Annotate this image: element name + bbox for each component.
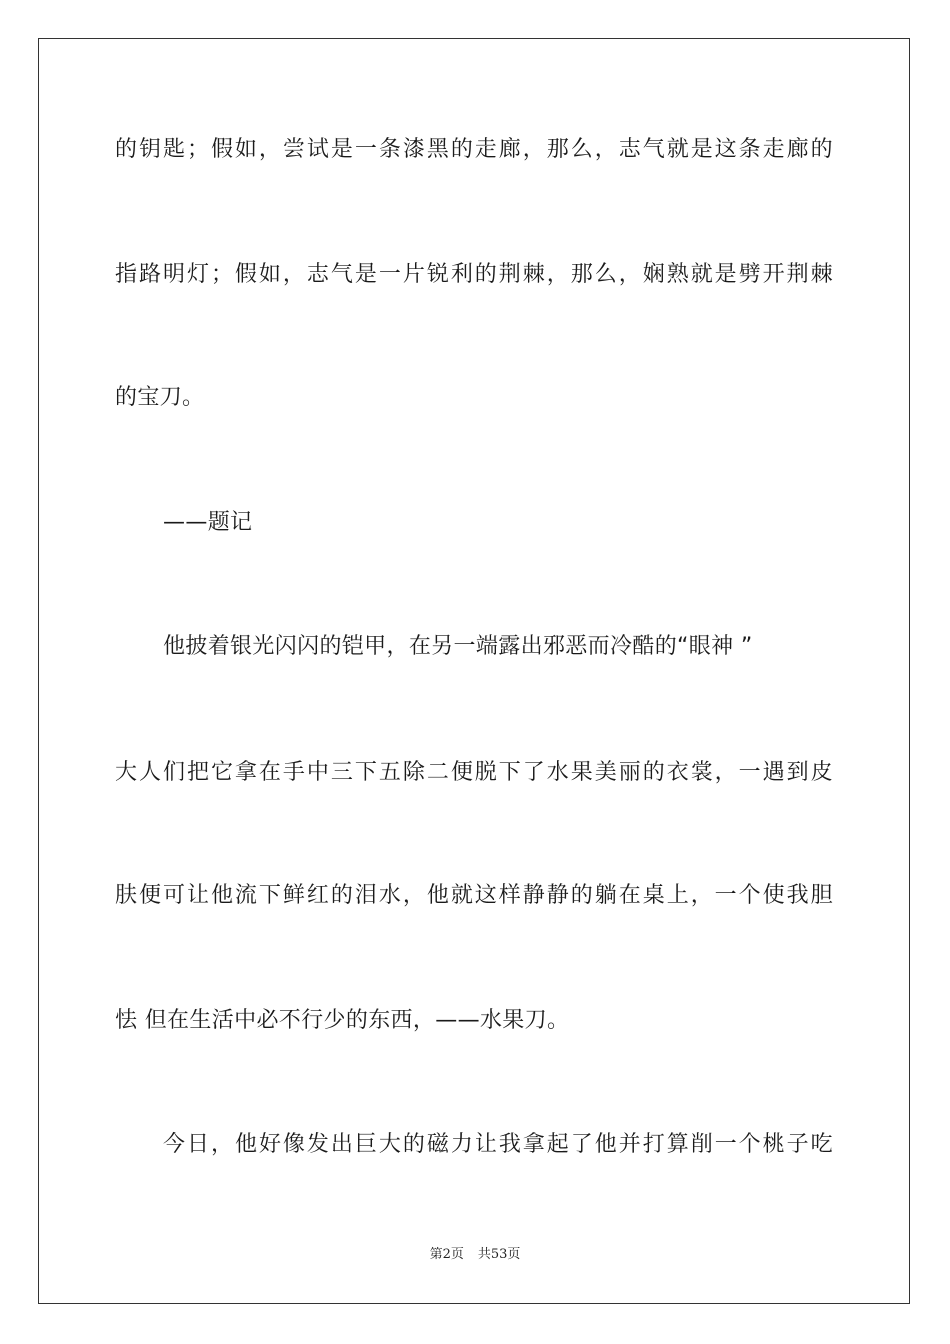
paragraph-line-3: 的宝刀。 xyxy=(115,385,205,410)
page-footer xyxy=(0,1245,950,1265)
paragraph-line-5: 大人们把它拿在手中三下五除二便脱下了水果美丽的衣裳，一遇到皮 xyxy=(115,760,833,785)
paragraph-line-4: 他披着银光闪闪的铠甲，在另一端露出邪恶而冷酷的“眼神 ” xyxy=(163,634,753,659)
paragraph-line-6: 肤便可让他流下鲜红的泪水，他就这样静静的躺在桌上，一个使我胆 xyxy=(115,883,833,908)
page-total: 共53页 xyxy=(477,1247,521,1262)
paragraph-line-2: 指路明灯；假如，志气是一片锐利的荆棘，那么，娴熟就是劈开荆棘 xyxy=(115,262,833,287)
page-border xyxy=(38,38,910,1304)
paragraph-line-8: 今日，他好像发出巨大的磁力让我拿起了他并打算削一个桃子吃 xyxy=(163,1132,833,1157)
paragraph-line-1: 的钥匙；假如，尝试是一条漆黑的走廊，那么，志气就是这条走廊的 xyxy=(115,137,833,162)
inscription-signature: ——题记 xyxy=(163,510,253,535)
page-number: 第2页 xyxy=(429,1247,464,1262)
paragraph-line-7: 怯 但在生活中必不行少的东西，——水果刀。 xyxy=(115,1008,570,1033)
